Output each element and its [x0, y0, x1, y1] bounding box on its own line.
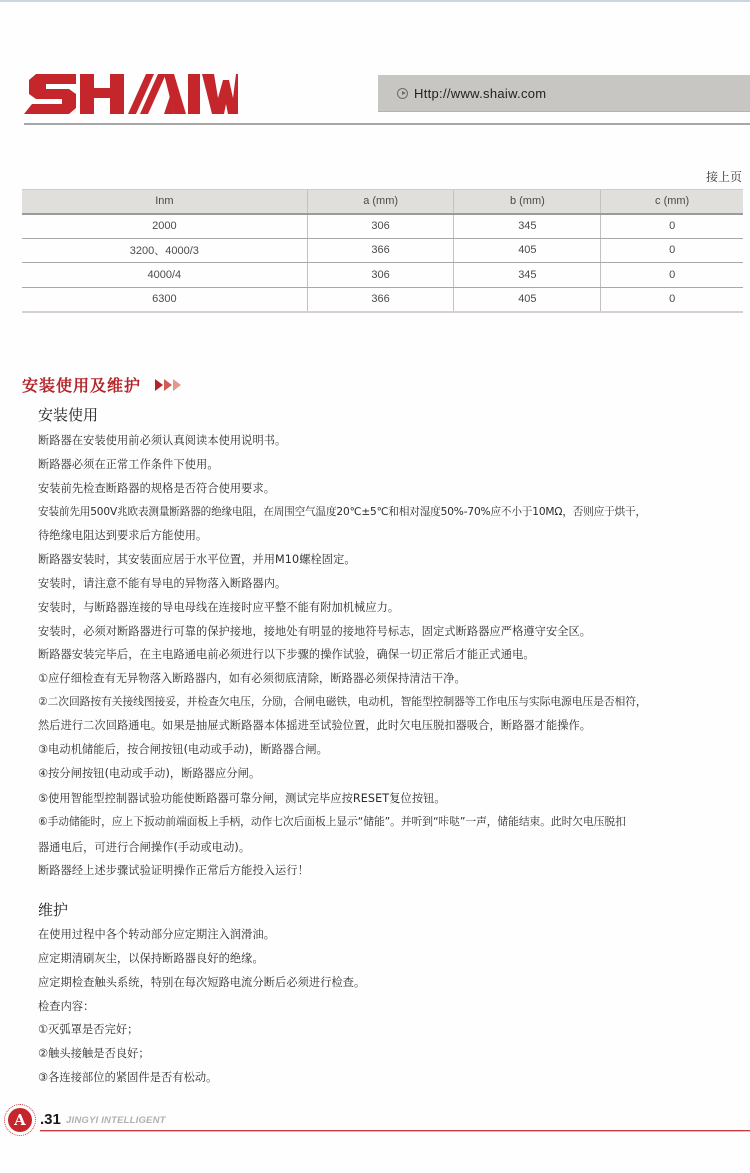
installation-step: 然后进行二次回路通电。如果是抽屉式断路器本体摇进至试验位置，此时欠电压脱扣器吸合，断路器才能操作。	[38, 719, 592, 732]
table-row	[22, 263, 743, 288]
cell-c: 0	[601, 263, 743, 288]
installation-paragraph: 安装时，请注意不能有导电的异物落入断路器内。	[38, 577, 287, 590]
installation-paragraph: 待绝缘电阻达到要求后方能使用。	[38, 529, 208, 542]
installation-paragraph: 断路器安装完毕后，在主电路通电前必须进行以下步骤的操作试验，确保一切正常后才能正式通电。	[38, 648, 535, 661]
dimension-table	[22, 189, 743, 313]
table-header-row	[22, 190, 743, 214]
installation-paragraph: 安装前先检查断路器的规格是否符合使用要求。	[38, 482, 276, 495]
cell-b: 345	[454, 214, 601, 239]
triple-arrow-icon	[155, 379, 182, 391]
installation-paragraph: 断路器必须在正常工作条件下使用。	[38, 458, 219, 471]
table-row	[22, 214, 743, 239]
shaiw-logo	[24, 74, 238, 114]
maintenance-check-item: ②触头接触是否良好；	[38, 1047, 150, 1060]
cell-b: 345	[454, 263, 601, 288]
cell-inm: 6300	[22, 287, 307, 312]
installation-step: ③电动机储能后，按合闸按钮(电动或手动)，断路器合闸。	[38, 743, 328, 756]
column-header-b: b (mm)	[454, 190, 601, 214]
cell-a: 366	[307, 287, 454, 312]
cell-c: 0	[601, 238, 743, 263]
installation-step: ⑥手动储能时，应上下扳动前端面板上手柄，动作七次后面板上显示“储能”。并听到“咔哒”一声，储能结束。此时欠电压脱扣	[38, 815, 626, 828]
installation-paragraph: 安装前先用500V兆欧表测量断路器的绝缘电阻，在周围空气温度20℃±5℃和相对湿度50%-70%应不小于10MΩ，否则应于烘干，	[38, 506, 646, 518]
cell-inm: 2000	[22, 214, 307, 239]
maintenance-paragraph: 应定期清刷灰尘，以保持断路器良好的绝缘。	[38, 952, 264, 965]
maintenance-paragraph: 应定期检查触头系统，特别在每次短路电流分断后必须进行检查。	[38, 976, 366, 989]
page-number: .31	[40, 1111, 61, 1128]
cell-b: 405	[454, 238, 601, 263]
cell-inm: 4000/4	[22, 263, 307, 288]
cell-a: 306	[307, 214, 454, 239]
continued-from-previous-label: 接上页	[705, 170, 742, 184]
cell-b: 405	[454, 287, 601, 312]
installation-paragraph: 断路器安装时，其安装面应居于水平位置，并用M10螺栓固定。	[38, 553, 356, 566]
installation-paragraph: 安装时，必须对断路器进行可靠的保护接地，接地处有明显的接地符号标志，固定式断路器应严格遵守安全区。	[38, 625, 592, 638]
column-header-inm: Inm	[22, 190, 307, 214]
section-title	[22, 373, 182, 396]
website-url[interactable]: Http://www.shaiw.com	[414, 85, 547, 101]
installation-paragraph: 断路器在安装使用前必须认真阅读本使用说明书。	[38, 434, 287, 447]
maintenance-paragraph: 检查内容：	[38, 1000, 95, 1013]
installation-paragraph: 断路器经上述步骤试验证明操作正常后方能投入运行！	[38, 864, 309, 877]
table-row	[22, 238, 743, 263]
play-circle-icon	[397, 88, 408, 99]
maintenance-check-item: ①灭弧罩是否完好；	[38, 1023, 139, 1036]
installation-step: 器通电后，可进行合闸操作(手动或电动)。	[38, 841, 251, 854]
header-divider	[24, 123, 750, 125]
company-name: JINGYI INTELLIGENT	[66, 1115, 166, 1126]
badge-letter: A	[8, 1108, 32, 1132]
column-header-a: a (mm)	[307, 190, 454, 214]
cell-c: 0	[601, 287, 743, 312]
table-row	[22, 287, 743, 312]
maintenance-heading: 维护	[38, 901, 69, 919]
installation-step: ②二次回路按有关接线图接妥，并检查欠电压，分励，合闸电磁铁，电动机，智能型控制器等工作电压与实际电源电压是否相符，	[38, 695, 647, 708]
installation-step: ④按分闸按钮(电动或手动)，断路器应分闸。	[38, 767, 261, 780]
maintenance-paragraph: 在使用过程中各个转动部分应定期注入润滑油。	[38, 928, 276, 941]
section-badge-icon	[4, 1104, 36, 1136]
cell-inm: 3200、4000/3	[22, 238, 307, 263]
installation-paragraph: 安装时，与断路器连接的导电母线在连接时应平整不能有附加机械应力。	[38, 601, 400, 614]
installation-step: ⑤使用智能型控制器试验功能使断路器可靠分闸，测试完毕应按RESET复位按钮。	[38, 792, 446, 805]
website-url-bar[interactable]	[378, 75, 750, 112]
section-title-text: 安装使用及维护	[22, 376, 142, 395]
logo-wordmark-icon	[24, 74, 238, 114]
cell-c: 0	[601, 214, 743, 239]
column-header-c: c (mm)	[601, 190, 743, 214]
cell-a: 306	[307, 263, 454, 288]
installation-heading: 安装使用	[38, 406, 99, 424]
footer-divider	[40, 1130, 750, 1132]
installation-step: ①应仔细检查有无异物落入断路器内，如有必须彻底清除，断路器必须保持清洁干净。	[38, 672, 466, 685]
maintenance-check-item: ③各连接部位的紧固件是否有松动。	[38, 1071, 218, 1084]
cell-a: 366	[307, 238, 454, 263]
top-border-strip	[0, 0, 750, 2]
